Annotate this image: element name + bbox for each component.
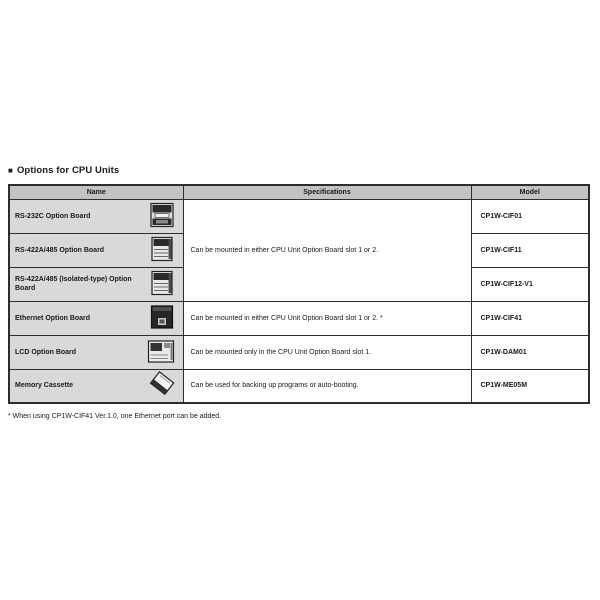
name-cell [9, 301, 183, 335]
section-title-text: Options for CPU Units [16, 165, 120, 176]
datasheet-page [8, 165, 592, 421]
model-cell: CP1W-CIF11 [471, 233, 589, 267]
specification-cell: Can be mounted in either CPU Unit Option Board slot 1 or 2. [183, 199, 471, 301]
section-title [8, 165, 592, 176]
name-cell [9, 335, 183, 369]
name-cell [9, 233, 183, 267]
ethernet-option-board-icon [147, 303, 177, 334]
table-row [9, 301, 589, 335]
table-row [9, 335, 589, 369]
model-cell: CP1W-DAM01 [471, 335, 589, 369]
option-name: Ethernet Option Board [15, 314, 91, 322]
model-cell: CP1W-ME05M [471, 369, 589, 403]
footnote: * When using CP1W-CIF41 Ver.1.0, one Ethernet port can be added. [8, 413, 222, 420]
model-cell: CP1W-CIF01 [471, 199, 589, 233]
options-for-cpu-units-table [8, 184, 590, 404]
specification-cell: Can be mounted only in the CPU Unit Option Board slot 1. [183, 335, 471, 369]
name-cell [9, 369, 183, 403]
rs-232c-option-board-icon [147, 201, 177, 232]
option-name: RS-232C Option Board [15, 212, 91, 220]
col-header-specifications: Specifications [183, 185, 471, 199]
option-name: LCD Option Board [15, 348, 77, 356]
col-header-name: Name [9, 185, 183, 199]
specification-cell: Can be mounted in either CPU Unit Option Board slot 1 or 2. * [183, 301, 471, 335]
option-name: Memory Cassette [15, 382, 73, 390]
table-row [9, 199, 589, 233]
model-cell: CP1W-CIF41 [471, 301, 589, 335]
option-name: RS-422A/485 Option Board [15, 246, 105, 254]
col-header-model: Model [471, 185, 589, 199]
section-bullet-icon: ■ [8, 165, 13, 175]
specification-cell: Can be used for backing up programs or auto-booting. [183, 369, 471, 403]
memory-cassette-icon [147, 370, 177, 401]
name-cell [9, 267, 183, 301]
option-name: RS-422A/485 (Isolated-type) Option Board [15, 276, 132, 292]
table-row [9, 369, 589, 403]
rs-422a-485-option-board-icon [147, 235, 177, 266]
rs-422a-485-isolated-option-board-icon [147, 269, 177, 300]
lcd-option-board-icon [145, 337, 177, 368]
table-header-row [9, 185, 589, 199]
model-cell: CP1W-CIF12-V1 [471, 267, 589, 301]
name-cell [9, 199, 183, 233]
